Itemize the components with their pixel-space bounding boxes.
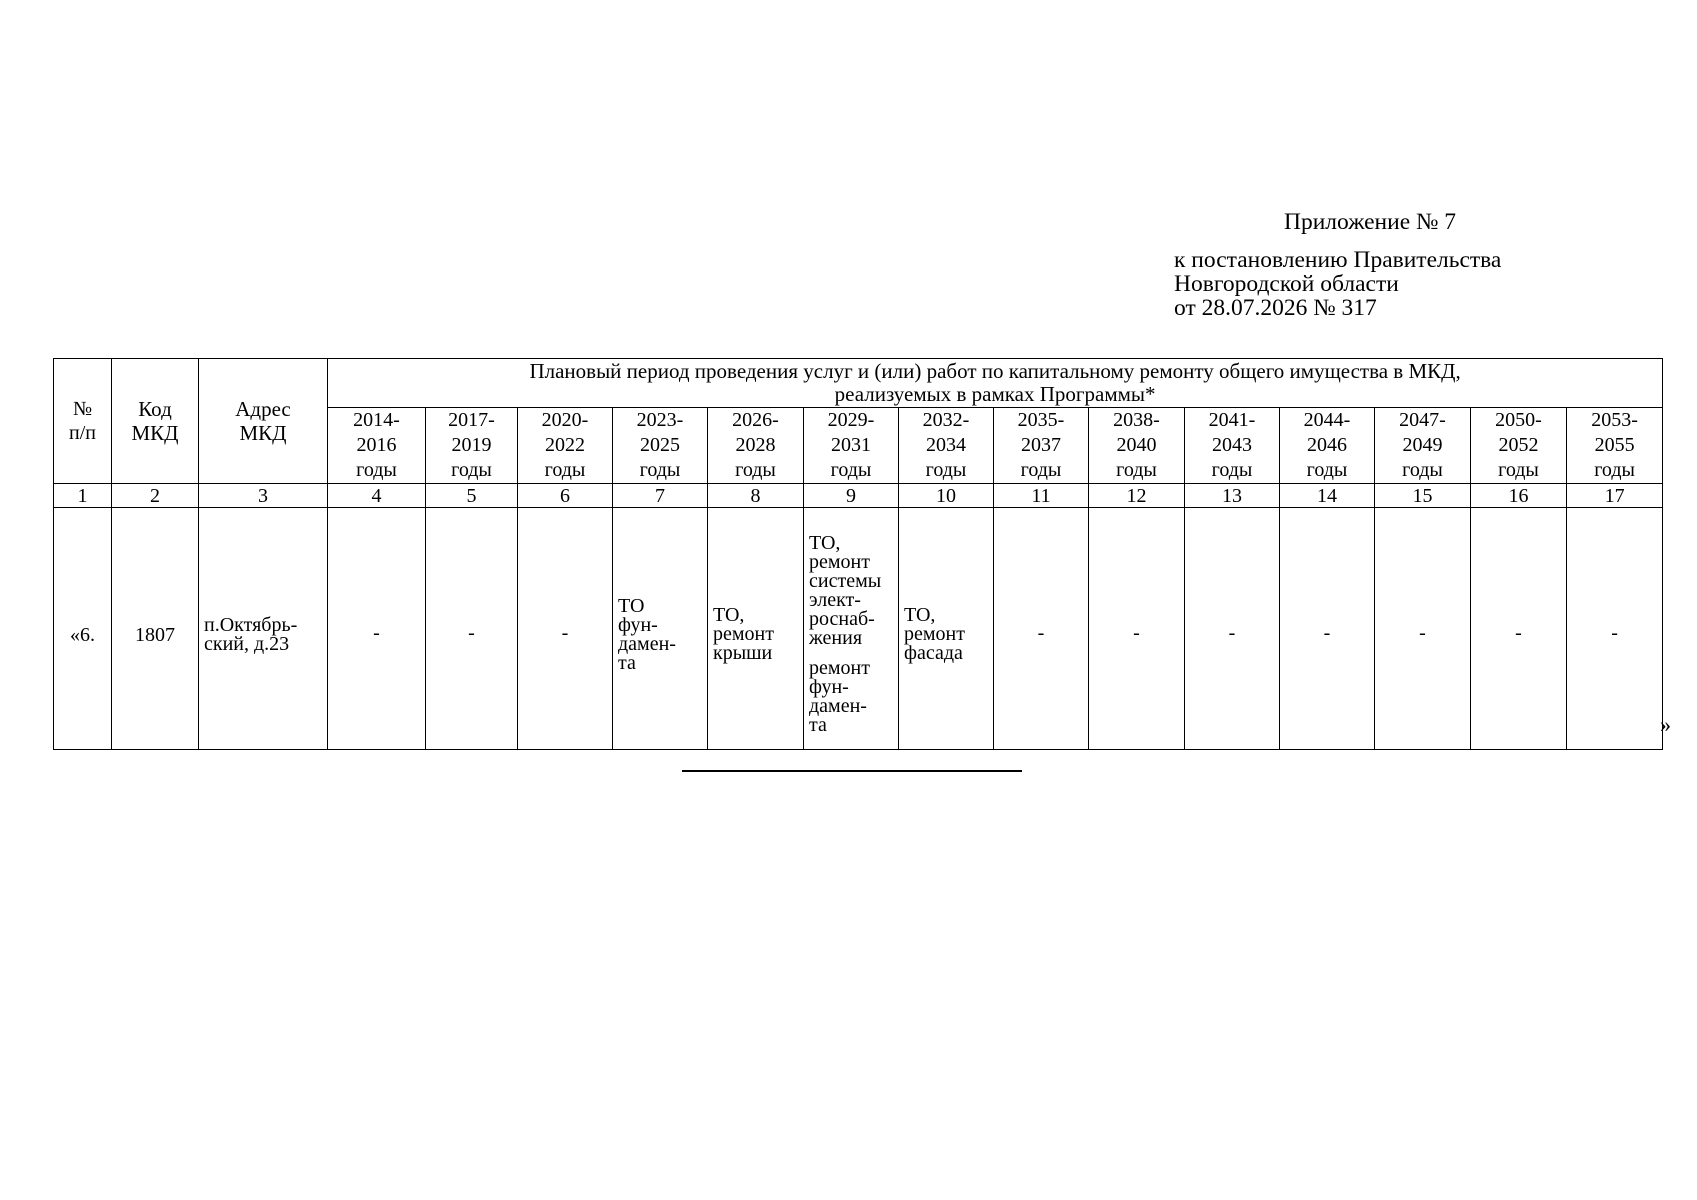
work-text: системы xyxy=(809,570,882,592)
year-label: 2017- xyxy=(448,409,495,431)
year-label: 2037 xyxy=(1021,434,1061,456)
work-text: та xyxy=(618,651,636,674)
year-label: годы xyxy=(356,459,397,481)
table-row xyxy=(54,508,1663,750)
column-number: 3 xyxy=(199,484,328,508)
column-number: 13 xyxy=(1185,484,1280,508)
header-year-period xyxy=(328,408,426,484)
appendix-line-2: Новгородской области xyxy=(1174,271,1399,297)
year-label: годы xyxy=(1020,459,1062,481)
header-address xyxy=(199,359,328,484)
year-label: 2053- xyxy=(1591,409,1638,431)
header-year-period xyxy=(1375,408,1471,484)
work-text: фун- xyxy=(809,676,849,698)
year-label: годы xyxy=(735,459,776,481)
column-number: 2 xyxy=(112,484,199,508)
appendix-line-3: от 28.07.2026 № 317 xyxy=(1174,295,1377,321)
cell-2035-2037: - xyxy=(994,508,1089,750)
year-label: годы xyxy=(1116,459,1157,481)
year-label: годы xyxy=(451,459,492,481)
year-label: годы xyxy=(639,459,681,481)
header-period xyxy=(328,359,1663,408)
appendix-title: Приложение № 7 xyxy=(1284,209,1457,235)
column-number: 6 xyxy=(518,484,613,508)
period-line-2: реализуемых в рамках Программы* xyxy=(834,382,1156,406)
year-label: 2047- xyxy=(1399,409,1446,431)
year-label: 2035- xyxy=(1017,409,1065,431)
header-code xyxy=(112,359,199,484)
row-num: «6. xyxy=(54,508,112,750)
year-label: 2028 xyxy=(735,434,776,456)
column-number: 11 xyxy=(994,484,1089,508)
column-number: 9 xyxy=(804,484,899,508)
year-label: 2043 xyxy=(1212,434,1252,456)
address-line-2: ский, д.23 xyxy=(204,632,290,655)
header-year-period xyxy=(804,408,899,484)
year-label: 2031 xyxy=(831,434,871,456)
header-year-period xyxy=(708,408,804,484)
cell-2023-2025 xyxy=(613,508,708,750)
cell-2038-2040: - xyxy=(1089,508,1185,750)
column-number: 17 xyxy=(1567,484,1663,508)
cell-2020-2022: - xyxy=(518,508,613,750)
year-label: 2041- xyxy=(1208,409,1256,431)
work-text: дамен- xyxy=(809,695,867,717)
cell-2047-2049: - xyxy=(1375,508,1471,750)
year-label: 2025 xyxy=(640,434,680,456)
work-text: фасада xyxy=(904,642,963,664)
cell-2053-2055: - xyxy=(1567,508,1663,750)
separator-line xyxy=(682,770,1022,772)
year-label: 2023- xyxy=(636,409,684,431)
year-label: 2040 xyxy=(1116,434,1157,456)
work-text: элект- xyxy=(809,589,861,611)
header-year-period xyxy=(518,408,613,484)
work-text: ремонт xyxy=(809,657,870,679)
work-text: ТО, xyxy=(809,532,841,554)
header-year-period xyxy=(1280,408,1375,484)
header-year-period xyxy=(1567,408,1663,484)
work-text: роснаб- xyxy=(809,608,875,630)
year-label: годы xyxy=(925,459,967,481)
year-label: годы xyxy=(1498,459,1539,481)
year-label: 2055 xyxy=(1594,434,1635,456)
appendix-line-1: к постановлению Правительства xyxy=(1174,247,1502,273)
column-number: 4 xyxy=(328,484,426,508)
header-num-label: № п/п xyxy=(69,398,96,444)
header-year-period xyxy=(613,408,708,484)
header-code-label: Код МКД xyxy=(131,397,179,445)
cell-2050-2052: - xyxy=(1471,508,1567,750)
work-text: крыши xyxy=(713,642,773,664)
column-number: 14 xyxy=(1280,484,1375,508)
cell-2017-2019: - xyxy=(426,508,518,750)
year-label: годы xyxy=(1594,459,1635,481)
cell-2014-2016: - xyxy=(328,508,426,750)
capital-repair-table xyxy=(53,358,1663,750)
year-label: 2052 xyxy=(1498,434,1539,456)
year-label: 2026- xyxy=(732,409,779,431)
year-label: 2044- xyxy=(1303,409,1351,431)
row-code: 1807 xyxy=(112,508,199,750)
column-number: 7 xyxy=(613,484,708,508)
work-text: дамен- xyxy=(618,632,676,655)
cell-2026-2028 xyxy=(708,508,804,750)
work-text: ТО, xyxy=(713,604,745,626)
work-text: ремонт xyxy=(713,623,774,645)
closing-quote: » xyxy=(1660,712,1671,737)
year-label: 2050- xyxy=(1495,409,1542,431)
header-year-period xyxy=(1185,408,1280,484)
work-text: ТО xyxy=(618,594,645,617)
column-number: 1 xyxy=(54,484,112,508)
header-year-period xyxy=(899,408,994,484)
column-number: 12 xyxy=(1089,484,1185,508)
year-label: годы xyxy=(544,459,586,481)
column-number: 15 xyxy=(1375,484,1471,508)
year-label: 2049 xyxy=(1402,434,1443,456)
column-number: 8 xyxy=(708,484,804,508)
work-text: жения xyxy=(809,627,863,649)
cell-2041-2043: - xyxy=(1185,508,1280,750)
year-label: 2034 xyxy=(926,434,966,456)
year-label: 2022 xyxy=(545,434,585,456)
work-text: та xyxy=(809,714,827,736)
work-text: ремонт xyxy=(904,623,965,645)
year-label: годы xyxy=(1211,459,1253,481)
cell-2029-2031 xyxy=(804,508,899,750)
work-text: ТО, xyxy=(904,604,936,626)
cell-2032-2034 xyxy=(899,508,994,750)
work-text: ремонт xyxy=(809,551,870,573)
column-number: 5 xyxy=(426,484,518,508)
column-number: 16 xyxy=(1471,484,1567,508)
year-label: годы xyxy=(1402,459,1443,481)
year-label: годы xyxy=(1306,459,1348,481)
year-label: 2032- xyxy=(922,409,970,431)
cell-2044-2046: - xyxy=(1280,508,1375,750)
year-label: 2029- xyxy=(827,409,875,431)
header-num xyxy=(54,359,112,484)
year-label: 2014- xyxy=(353,409,400,431)
year-label: 2020- xyxy=(541,409,589,431)
year-label: годы xyxy=(830,459,872,481)
year-label: 2046 xyxy=(1307,434,1347,456)
column-number: 10 xyxy=(899,484,994,508)
address-line-1: п.Октябрь- xyxy=(204,613,298,636)
header-address-label: Адрес МКД xyxy=(235,397,291,445)
work-text: фун- xyxy=(618,613,658,636)
header-year-period xyxy=(1089,408,1185,484)
header-year-period xyxy=(1471,408,1567,484)
row-address xyxy=(199,508,328,750)
year-label: 2038- xyxy=(1113,409,1160,431)
year-label: 2019 xyxy=(451,434,492,456)
period-line-1: Плановый период проведения услуг и (или) работ по капитальному ремонту общего имущества в МКД, xyxy=(529,359,1461,383)
header-year-period xyxy=(426,408,518,484)
year-label: 2016 xyxy=(356,434,397,456)
header-year-period xyxy=(994,408,1089,484)
